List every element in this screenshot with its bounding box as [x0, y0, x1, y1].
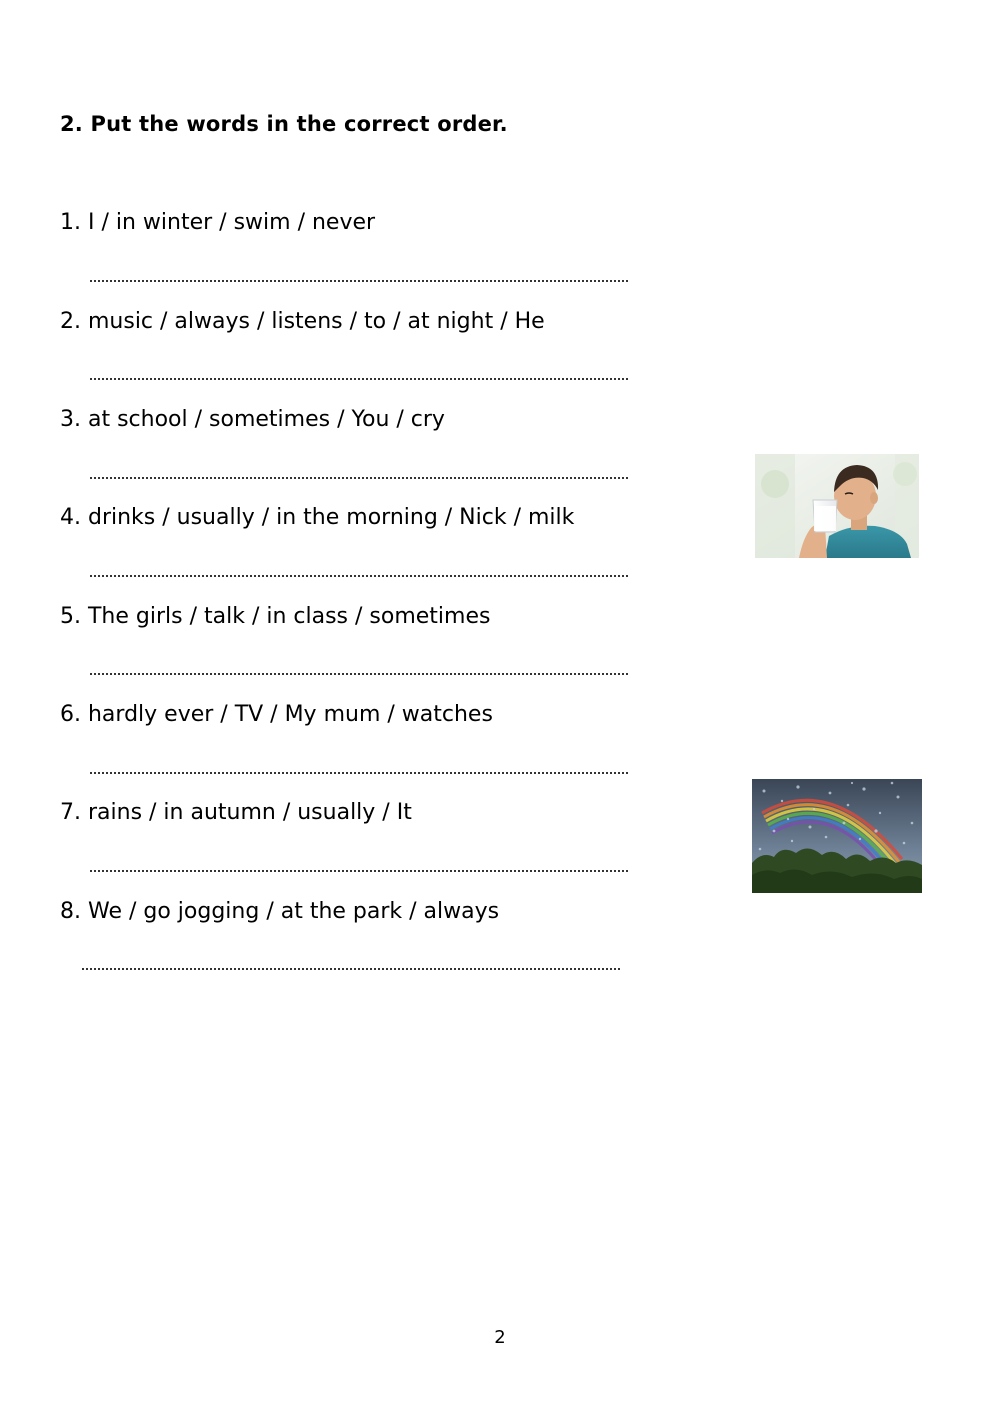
exercise-item-4: 4. drinks / usually / in the morning / Nick / milk	[60, 505, 575, 530]
exercise-item-3: 3. at school / sometimes / You / cry	[60, 407, 445, 432]
exercise-item-5: 5. The girls / talk / in class / sometimes	[60, 604, 491, 629]
answer-line-7[interactable]	[90, 870, 628, 872]
answer-line-2[interactable]	[90, 378, 628, 380]
exercise-item-1: 1. I / in winter / swim / never	[60, 210, 376, 235]
answer-line-1[interactable]	[90, 280, 628, 282]
answer-line-4[interactable]	[90, 575, 628, 577]
answer-line-8[interactable]	[82, 968, 620, 970]
rainbow-on-rainy-window-photo	[752, 779, 922, 893]
exercise-item-6: 6. hardly ever / TV / My mum / watches	[60, 702, 493, 727]
answer-line-5[interactable]	[90, 673, 628, 675]
answer-line-6[interactable]	[90, 772, 628, 774]
exercise-heading: 2. Put the words in the correct order.	[60, 112, 508, 136]
boy-drinking-milk-photo	[755, 454, 919, 558]
exercise-item-7: 7. rains / in autumn / usually / It	[60, 800, 412, 825]
answer-line-3[interactable]	[90, 477, 628, 479]
exercise-item-8: 8. We / go jogging / at the park / always	[60, 899, 500, 924]
exercise-item-2: 2. music / always / listens / to / at night / He	[60, 309, 545, 334]
page-number: 2	[494, 1327, 506, 1348]
